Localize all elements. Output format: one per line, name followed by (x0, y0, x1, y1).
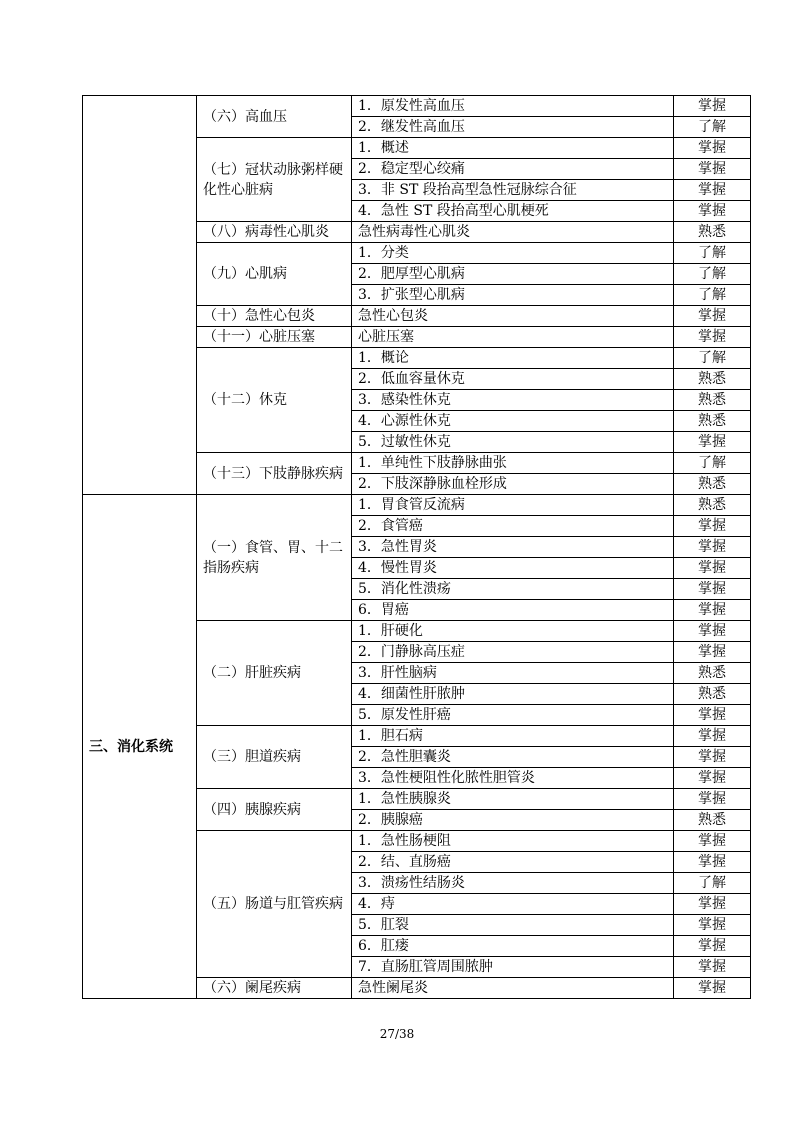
requirement-level-cell: 熟悉 (674, 810, 751, 831)
topic-cell: 3．急性胃炎 (352, 537, 674, 558)
system-cell: 三、消化系统 (83, 495, 197, 999)
table-row (83, 96, 751, 117)
topic-cell: 2．肥厚型心肌病 (352, 264, 674, 285)
topic-cell: 4．急性 ST 段抬高型心肌梗死 (352, 201, 674, 222)
disease-category-cell: （三）胆道疾病 (197, 726, 352, 789)
topic-cell: 1．肝硬化 (352, 621, 674, 642)
requirement-level-cell: 了解 (674, 348, 751, 369)
requirement-level-cell: 掌握 (674, 726, 751, 747)
topic-cell: 2．低血容量休克 (352, 369, 674, 390)
requirement-level-cell: 掌握 (674, 978, 751, 999)
disease-category-cell: （七）冠状动脉粥样硬化性心脏病 (197, 138, 352, 222)
page-number: 27/38 (379, 1027, 415, 1041)
requirement-level-cell: 掌握 (674, 180, 751, 201)
topic-cell: 1．急性肠梗阻 (352, 831, 674, 852)
topic-cell: 3．急性梗阻性化脓性胆管炎 (352, 768, 674, 789)
disease-category-cell: （十一）心脏压塞 (197, 327, 352, 348)
requirement-level-cell: 了解 (674, 873, 751, 894)
requirement-level-cell: 掌握 (674, 831, 751, 852)
requirement-level-cell: 掌握 (674, 96, 751, 117)
requirement-level-cell: 掌握 (674, 705, 751, 726)
topic-cell: 4．心源性休克 (352, 411, 674, 432)
requirement-level-cell: 了解 (674, 453, 751, 474)
disease-category-cell: （九）心肌病 (197, 243, 352, 306)
requirement-level-cell: 掌握 (674, 642, 751, 663)
requirement-level-cell: 掌握 (674, 516, 751, 537)
disease-category-cell: （六）阑尾疾病 (197, 978, 352, 999)
syllabus-table (82, 95, 751, 999)
topic-cell: 2．稳定型心绞痛 (352, 159, 674, 180)
requirement-level-cell: 了解 (674, 264, 751, 285)
disease-category-cell: （六）高血压 (197, 96, 352, 138)
topic-cell: 1．概论 (352, 348, 674, 369)
topic-cell: 5．原发性肝癌 (352, 705, 674, 726)
topic-cell: 3．溃疡性结肠炎 (352, 873, 674, 894)
disease-category-cell: （五）肠道与肛管疾病 (197, 831, 352, 978)
requirement-level-cell: 熟悉 (674, 495, 751, 516)
topic-cell: 6．胃癌 (352, 600, 674, 621)
topic-cell: 3．感染性休克 (352, 390, 674, 411)
requirement-level-cell: 掌握 (674, 852, 751, 873)
disease-category-cell: （二）肝脏疾病 (197, 621, 352, 726)
topic-cell: 4．细菌性肝脓肿 (352, 684, 674, 705)
requirement-level-cell: 掌握 (674, 789, 751, 810)
requirement-level-cell: 掌握 (674, 600, 751, 621)
topic-cell: 2．下肢深静脉血栓形成 (352, 474, 674, 495)
topic-cell: 2．继发性高血压 (352, 117, 674, 138)
topic-cell: 1．单纯性下肢静脉曲张 (352, 453, 674, 474)
requirement-level-cell: 掌握 (674, 747, 751, 768)
topic-cell: 急性心包炎 (352, 306, 674, 327)
topic-cell: 1．胆石病 (352, 726, 674, 747)
requirement-level-cell: 掌握 (674, 621, 751, 642)
topic-cell: 2．胰腺癌 (352, 810, 674, 831)
requirement-level-cell: 掌握 (674, 957, 751, 978)
requirement-level-cell: 掌握 (674, 768, 751, 789)
requirement-level-cell: 熟悉 (674, 474, 751, 495)
disease-category-cell: （十三）下肢静脉疾病 (197, 453, 352, 495)
table-row (83, 495, 751, 516)
topic-cell: 6．肛瘘 (352, 936, 674, 957)
requirement-level-cell: 掌握 (674, 432, 751, 453)
requirement-level-cell: 了解 (674, 243, 751, 264)
requirement-level-cell: 掌握 (674, 915, 751, 936)
requirement-level-cell: 掌握 (674, 306, 751, 327)
topic-cell: 3．扩张型心肌病 (352, 285, 674, 306)
topic-cell: 4．慢性胃炎 (352, 558, 674, 579)
topic-cell: 1．概述 (352, 138, 674, 159)
disease-category-cell: （八）病毒性心肌炎 (197, 222, 352, 243)
requirement-level-cell: 掌握 (674, 327, 751, 348)
requirement-level-cell: 熟悉 (674, 663, 751, 684)
topic-cell: 5．消化性溃疡 (352, 579, 674, 600)
topic-cell: 5．肛裂 (352, 915, 674, 936)
requirement-level-cell: 掌握 (674, 579, 751, 600)
topic-cell: 1．急性胰腺炎 (352, 789, 674, 810)
requirement-level-cell: 掌握 (674, 201, 751, 222)
requirement-level-cell: 掌握 (674, 936, 751, 957)
requirement-level-cell: 熟悉 (674, 222, 751, 243)
disease-category-cell: （一）食管、胃、十二指肠疾病 (197, 495, 352, 621)
syllabus-table-body (83, 96, 751, 999)
topic-cell: 1．原发性高血压 (352, 96, 674, 117)
topic-cell: 1．分类 (352, 243, 674, 264)
requirement-level-cell: 了解 (674, 285, 751, 306)
requirement-level-cell: 掌握 (674, 894, 751, 915)
requirement-level-cell: 掌握 (674, 138, 751, 159)
topic-cell: 5．过敏性休克 (352, 432, 674, 453)
system-cell (83, 96, 197, 495)
requirement-level-cell: 熟悉 (674, 369, 751, 390)
topic-cell: 2．急性胆囊炎 (352, 747, 674, 768)
requirement-level-cell: 掌握 (674, 558, 751, 579)
topic-cell: 3．非 ST 段抬高型急性冠脉综合征 (352, 180, 674, 201)
disease-category-cell: （四）胰腺疾病 (197, 789, 352, 831)
requirement-level-cell: 掌握 (674, 537, 751, 558)
requirement-level-cell: 熟悉 (674, 684, 751, 705)
topic-cell: 7．直肠肛管周围脓肿 (352, 957, 674, 978)
topic-cell: 1．胃食管反流病 (352, 495, 674, 516)
topic-cell: 急性病毒性心肌炎 (352, 222, 674, 243)
topic-cell: 2．结、直肠癌 (352, 852, 674, 873)
disease-category-cell: （十）急性心包炎 (197, 306, 352, 327)
topic-cell: 急性阑尾炎 (352, 978, 674, 999)
topic-cell: 3．肝性脑病 (352, 663, 674, 684)
requirement-level-cell: 了解 (674, 117, 751, 138)
topic-cell: 2．食管癌 (352, 516, 674, 537)
disease-category-cell: （十二）休克 (197, 348, 352, 453)
topic-cell: 心脏压塞 (352, 327, 674, 348)
requirement-level-cell: 熟悉 (674, 411, 751, 432)
requirement-level-cell: 熟悉 (674, 390, 751, 411)
topic-cell: 2．门静脉高压症 (352, 642, 674, 663)
requirement-level-cell: 掌握 (674, 159, 751, 180)
topic-cell: 4．痔 (352, 894, 674, 915)
